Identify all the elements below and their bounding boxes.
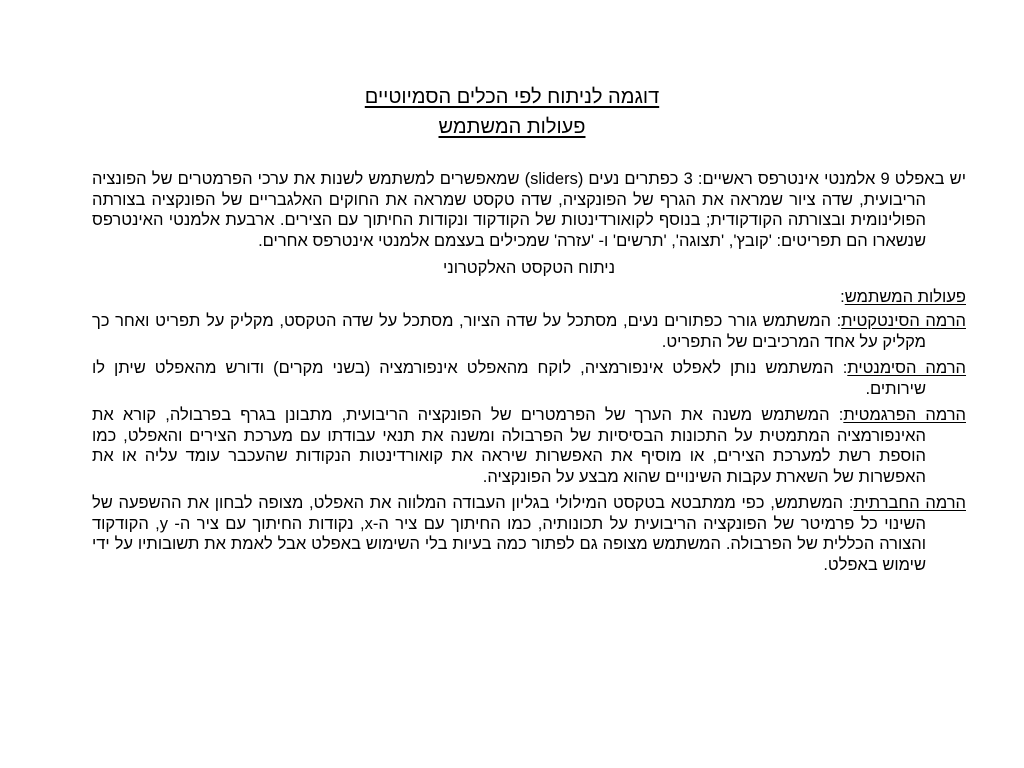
title-block [0, 82, 1024, 142]
intro-paragraph: יש באפלט 9 אלמנטי אינטרפס ראשיים: 3 כפתרים נעים (sliders) שמאפשרים למשתמש לשנות את ערכי הפרמטרים של הפונציה הריבועית, שדה ציור שמראה את הגרף של הפונקציה, שדה טקסט שמראה את החוקים האלגבריים של הפונקציה בצורתה הפולינומית ובצורתה הקודקודית; בנוסף לקואורדינטות של הקודקוד ונקודות החיתוך עם הצירים. ארבעת אלמנטי האינטרפס שנשארו הם תפריטים: 'קובץ', 'תצוגה', 'תרשים' ו- 'עזרה' שמכילים בעצמם אלמנטי אינטרפס אחרים. [92, 170, 966, 250]
slide-body [92, 169, 966, 581]
level-pragmatic-label: הרמה הפרגמטית [843, 406, 966, 424]
level-pragmatic-text: : המשתמש משנה את הערך של הפרמטרים של הפונקציה הריבועית, מתבונן בגרף בפרבולה, קורא את האינפורמציה המתמטית על התכונות הבסיסיות של הפרבולה ומשנה את תנאי עבודתו עם מערכת הצירים והאפלט, כמו הוספת רשת למערכת הצירים, או מוסיף את האפשרות שיראה את קואורדינטות הנקודות שהעכבר עומד עליה או את האפשרות של השארת עקבות השינויים שהוא מבצע על הפונקציה. [92, 406, 926, 486]
user-actions-colon: : [840, 287, 845, 306]
level-syntactic-text: : המשתמש גורר כפתורים נעים, מסתכל על שדה הציור, מסתכל על שדה הטקסט, מקליק על תפריט ואחר כך מקליק על אחד המרכיבים של התפריט. [92, 312, 926, 351]
slide-subtitle: פעולות המשתמש [438, 116, 586, 138]
level-social-label: הרמה החברתית [853, 494, 966, 512]
user-actions-label: פעולות המשתמש [844, 287, 966, 306]
level-semantic-label: הרמה הסימנטית [847, 359, 967, 377]
level-pragmatic [92, 405, 966, 487]
level-semantic-text: : המשתמש נותן לאפלט אינפורמציה, לוקח מהאפלט אינפורמציה (בשני מקרים) ודורש מהאפלט שיתן לו שירותים. [92, 359, 926, 398]
level-syntactic-label: הרמה הסינטקטית [841, 312, 966, 330]
level-semantic [92, 358, 966, 399]
level-social [92, 493, 966, 575]
slide-title: דוגמה לניתוח לפי הכלים הסמיוטיים [364, 86, 660, 108]
section-heading: ניתוח הטקסט האלקטרוני [442, 259, 616, 277]
user-actions-heading [92, 287, 966, 308]
level-social-text: : המשתמש, כפי ממתבטא בטקסט המילולי בגליון העבודה המלווה את האפלט, מצופה לבחון את ההשפעה של השינוי כל פרמיטר של הפונקציה הריבועית על תכונותיה, כמו החיתוך עם ציר ה-x, נקודות החיתוך עם ציר ה- y, הקודקוד והצורה הכללית של הפרבולה. המשתמש מצופה גם לפתור כמה בעיות בלי השימוש באפלט אבל לאמת את תשובותיו על ידי שימוש באפלט. [92, 494, 926, 574]
level-syntactic [92, 311, 966, 352]
